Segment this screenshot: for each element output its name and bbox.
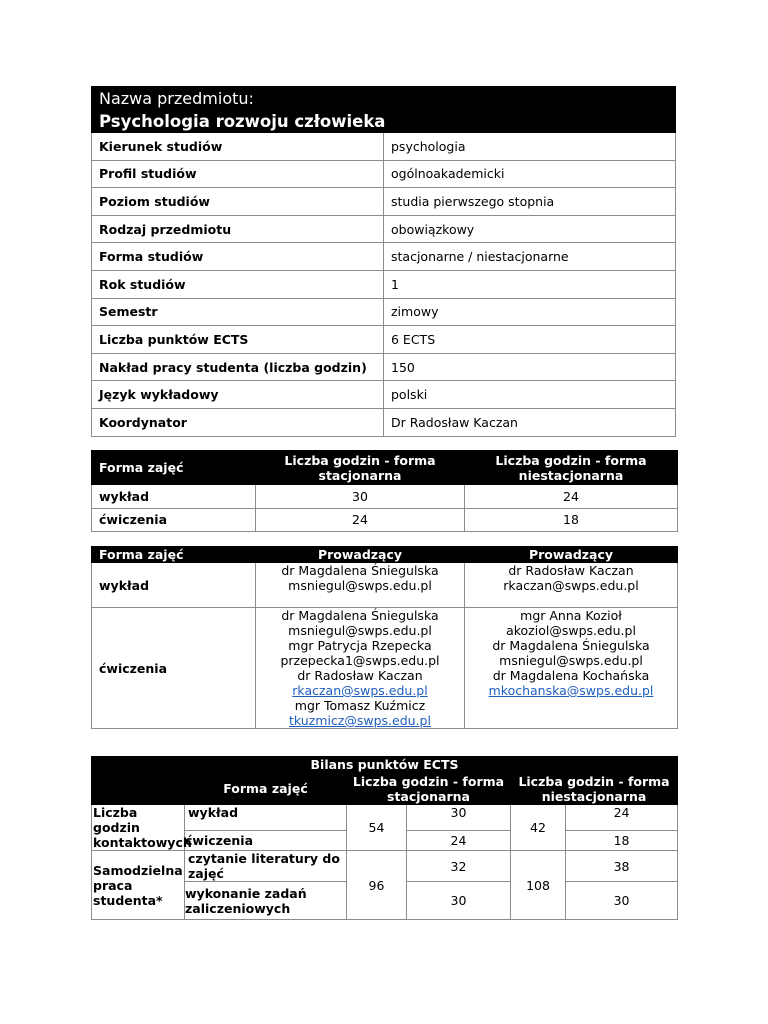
self-study-label: Samodzielna praca studenta* [92, 851, 185, 920]
form-label: ćwiczenia [185, 830, 347, 850]
form-label: ćwiczenia [92, 508, 256, 532]
teacher-email: msniegul@swps.edu.pl [288, 578, 432, 593]
exercise-teachers-cell [465, 608, 678, 729]
teacher-email: rkaczan@swps.edu.pl [503, 578, 639, 593]
field-label: Koordynator [92, 408, 384, 436]
hours-value: 18 [465, 508, 678, 532]
field-value: obowiązkowy [384, 215, 676, 243]
course-info-table [91, 86, 676, 437]
column-header: Liczba godzin - forma niestacjonarna [511, 773, 678, 805]
total-niestac: 42 [511, 805, 566, 851]
field-label: Profil studiów [92, 160, 384, 188]
form-label: wykonanie zadań zaliczeniowych [185, 882, 347, 920]
hours-value: 32 [407, 851, 511, 882]
column-header: Prowadzący [465, 547, 678, 563]
field-label: Forma studiów [92, 243, 384, 271]
column-header: Prowadzący [256, 547, 465, 563]
course-name-label-row [92, 87, 676, 110]
form-label: wykład [92, 563, 256, 608]
field-label: Nakład pracy studenta (liczba godzin) [92, 353, 384, 381]
table-row [92, 298, 676, 326]
hours-value: 24 [465, 485, 678, 509]
teacher-email: akoziol@swps.edu.pl [506, 623, 636, 638]
column-header: Liczba godzin - forma stacjonarna [256, 451, 465, 485]
teacher-email-link[interactable]: mkochanska@swps.edu.pl [488, 683, 654, 698]
hours-value: 18 [566, 830, 678, 850]
field-value: 6 ECTS [384, 326, 676, 354]
table-row [92, 851, 678, 882]
form-label: wykład [185, 805, 347, 831]
field-label: Liczba punktów ECTS [92, 326, 384, 354]
hours-value: 38 [566, 851, 678, 882]
teachers-table [91, 546, 678, 729]
hours-value: 30 [256, 485, 465, 509]
empty-header-cell [92, 773, 185, 805]
course-name-label: Nazwa przedmiotu: [92, 87, 676, 110]
teacher-name: mgr Tomasz Kuźmicz [294, 698, 426, 713]
table-row [92, 270, 676, 298]
ects-title-row [92, 757, 678, 773]
column-header: Liczba godzin - forma niestacjonarna [465, 451, 678, 485]
field-value: psychologia [384, 133, 676, 161]
table-row [92, 485, 678, 509]
teacher-email-link[interactable]: rkaczan@swps.edu.pl [292, 683, 428, 698]
course-name-row [92, 110, 676, 133]
teacher-name: dr Radosław Kaczan [508, 563, 634, 578]
teacher-email: przepecka1@swps.edu.pl [280, 653, 440, 668]
form-label: ćwiczenia [92, 608, 256, 729]
hours-value: 24 [566, 805, 678, 831]
total-niestac: 108 [511, 851, 566, 920]
field-label: Kierunek studiów [92, 133, 384, 161]
exercise-teachers-cell [256, 608, 465, 729]
field-value: Dr Radosław Kaczan [384, 408, 676, 436]
lecturers-cell [256, 563, 465, 608]
form-label: czytanie literatury do zajęć [185, 851, 347, 882]
table-row [92, 508, 678, 532]
teachers-header-row [92, 547, 678, 563]
table-row [92, 353, 676, 381]
teacher-name: dr Magdalena Śniegulska [492, 638, 650, 653]
table-row [92, 160, 676, 188]
field-label: Język wykładowy [92, 381, 384, 409]
ects-header-row [92, 773, 678, 805]
lecturers-cell [465, 563, 678, 608]
field-value: zimowy [384, 298, 676, 326]
field-value: stacjonarne / niestacjonarne [384, 243, 676, 271]
field-value: ogólnoakademicki [384, 160, 676, 188]
table-row [92, 188, 676, 216]
ects-balance-table [91, 756, 678, 920]
column-header: Forma zajęć [92, 451, 256, 485]
table-row [92, 408, 676, 436]
hours-table [91, 450, 678, 532]
total-stac: 54 [347, 805, 407, 851]
table-row [92, 805, 678, 831]
total-stac: 96 [347, 851, 407, 920]
table-row [92, 215, 676, 243]
hours-value: 24 [256, 508, 465, 532]
teacher-name: dr Radosław Kaczan [297, 668, 423, 683]
hours-value: 24 [407, 830, 511, 850]
hours-value: 30 [407, 805, 511, 831]
teacher-name: mgr Anna Kozioł [520, 608, 622, 623]
teacher-name: mgr Patrycja Rzepecka [288, 638, 432, 653]
hours-value: 30 [407, 882, 511, 920]
course-name: Psychologia rozwoju człowieka [92, 110, 676, 133]
teacher-name: dr Magdalena Śniegulska [281, 563, 439, 578]
teacher-name: dr Magdalena Śniegulska [281, 608, 439, 623]
contact-hours-label: Liczba godzin kontaktowych [93, 805, 192, 850]
table-row [92, 133, 676, 161]
teacher-email: msniegul@swps.edu.pl [288, 623, 432, 638]
ects-title: Bilans punktów ECTS [92, 757, 678, 773]
table-row [92, 563, 678, 608]
teacher-email: msniegul@swps.edu.pl [499, 653, 643, 668]
column-header: Liczba godzin - forma stacjonarna [347, 773, 511, 805]
form-label: wykład [92, 485, 256, 509]
hours-value: 30 [566, 882, 678, 920]
table-row [92, 326, 676, 354]
field-label: Rok studiów [92, 270, 384, 298]
field-label: Semestr [92, 298, 384, 326]
table-row [92, 608, 678, 729]
teacher-email-link[interactable]: tkuzmicz@swps.edu.pl [289, 713, 431, 728]
table-row [92, 243, 676, 271]
field-value: studia pierwszego stopnia [384, 188, 676, 216]
column-header: Forma zajęć [185, 773, 347, 805]
teacher-name: dr Magdalena Kochańska [492, 668, 650, 683]
field-label: Poziom studiów [92, 188, 384, 216]
table-row [92, 381, 676, 409]
field-label: Rodzaj przedmiotu [92, 215, 384, 243]
field-value: 150 [384, 353, 676, 381]
hours-header-row [92, 451, 678, 485]
field-value: polski [384, 381, 676, 409]
field-value: 1 [384, 270, 676, 298]
column-header: Forma zajęć [92, 547, 256, 563]
